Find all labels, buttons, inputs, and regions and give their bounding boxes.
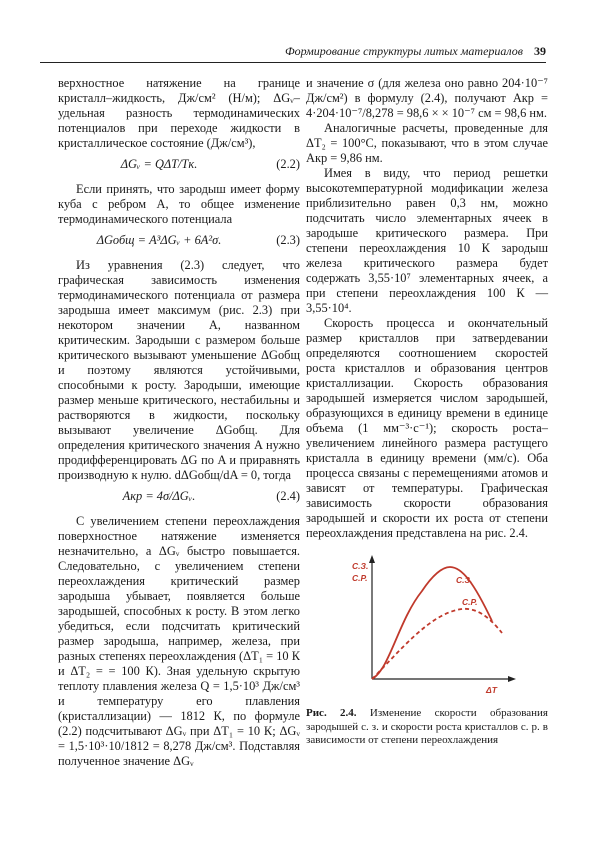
equation-2-3: [58, 233, 300, 252]
equation-number: (2.2): [276, 157, 300, 171]
paragraph: С увеличением степени переохлаждения поверхностное натяжение изменяется незначительно, а ΔGᵥ быстро повышается. Следовательно, с увеличением степени переохлаждения критический размер зародыша убывает, появляется больше зародышей, способных к росту. В этом легко убедиться, если подсчитать критический размер зародыша, например, железа, при разных степенях переохлаждения (ΔT₁ = 10 К и ΔT₂ = = 100 К). Зная удельную скрытую теплоту плавления железа Q = 1,5·10³ Дж/см³ и температуру его плавления (кристаллизации) — 1812 К, по формуле (2.2) подсчитывают ΔGᵥ при ΔT₁ = 10 К; ΔGᵥ = 1,5·10³·10/1812 = 8,278 Дж/см³. Подставляя полученное значение ΔGᵥ: [58, 514, 300, 768]
paragraph: и значение σ (для железа оно равно 204·10⁻⁷ Дж/см²) в формулу (2.4), получают Aкр = 4·204·10⁻⁷/8,278 = 98,6 × × 10⁻⁷ см = 98,6 нм.: [306, 76, 548, 120]
running-title-line: [285, 44, 546, 59]
figure-caption: [306, 707, 548, 748]
paragraph: Если принять, что зародыш имеет форму куба с ребром A, то общее изменение термодинамического потенциала: [58, 182, 300, 226]
paragraph: Имея в виду, что период решетки высокотемпературной модификации железа приблизительно равен 0,3 нм, можно подсчитать число элементарных ячеек в зародыше критического размера. При степени переохлаждения 10 К зародыш железа критического размера будет содержать 3,55·10⁷ элементарных ячеек, а при степени переохлаждения 100 К — 3,55·10⁴.: [306, 166, 548, 315]
nucleation-rate-curve: [372, 567, 492, 679]
equation-number: (2.4): [276, 489, 300, 503]
left-column: [58, 76, 300, 769]
curve-label-growth: С.Р.: [462, 597, 478, 607]
x-axis-arrow: [508, 676, 516, 682]
y-axis-arrow: [369, 555, 375, 563]
equation-formula: Aкр = 4σ/ΔGᵥ.: [122, 489, 196, 503]
right-column: [306, 76, 548, 759]
paragraph: Скорость процесса и окончательный размер кристаллов при затвердевании определяются соотношением скоростей роста кристаллов и образования центров кристаллизации. Скорость образования зародышей измеряется числом зародышей, образующихся в единицу времени в единице объема (1 мм⁻³·с⁻¹); скорость роста–увеличением линейного размера растущего кристалла в единицу времени (мм/с). Оба процесса связаны с перемещениями атомов и зависят от температуры. Графическая зависимость скорости образования зародышей и скорости их роста от степени переохлаждения представлена на рис. 2.4.: [306, 316, 548, 540]
caption-label: Рис. 2.4.: [306, 707, 357, 719]
paragraph: верхностное натяжение на границе кристалл–жидкость, Дж/см² (Н/м); ΔGᵥ– удельная разность термодинамических потенциалов при переходе жидкости в кристаллическое состояние (Дж/см³),: [58, 76, 300, 150]
running-header: [40, 44, 546, 63]
x-axis-label: ΔT: [486, 685, 497, 695]
running-title: Формирование структуры литых материалов: [285, 44, 523, 58]
equation-2-4: [58, 489, 300, 508]
equation-number: (2.3): [276, 233, 300, 247]
curve-label-nucleation: С.З.: [456, 575, 473, 585]
equation-formula: ΔGобщ = A³ΔGᵥ + 6A²σ.: [96, 233, 222, 247]
rate-curves-plot: [350, 551, 520, 701]
figure-2-4: [350, 551, 520, 701]
paragraph: Аналогичные расчеты, проведенные для ΔT₂ = 100°С, показывают, что в этом случае Aкр = 9,86 нм.: [306, 121, 548, 165]
paragraph: Из уравнения (2.3) следует, что графическая зависимость изменения термодинамического потенциала от размера зародыша имеет максимум (рис. 2.3) при некотором значении A, названном критическим. Зародыши с размером больше критического вызывают уменьшение ΔGобщ и поэтому являются устойчивыми, способными к росту. Зародыши, имеющие размер меньше критического, нестабильны и растворяются в жидкости, поскольку вызывают увеличение ΔGобщ. Для определения критического значения A нужно продифференцировать ΔG по A и приравнять производную к нулю. dΔGобщ/dA = 0, тогда: [58, 258, 300, 482]
equation-formula: ΔGᵥ = QΔT/Tк.: [120, 157, 198, 171]
page-number: 39: [534, 44, 546, 58]
equation-2-2: [58, 157, 300, 176]
y-label-nucleation: С.З.: [352, 561, 369, 571]
y-label-growth: С.Р.: [352, 573, 368, 583]
caption-text: Изменение скорости образования зародышей с. з. и скорости роста кристаллов с. р. в зависимости от степени переохлаждения: [306, 707, 548, 746]
growth-rate-curve: [372, 609, 502, 679]
